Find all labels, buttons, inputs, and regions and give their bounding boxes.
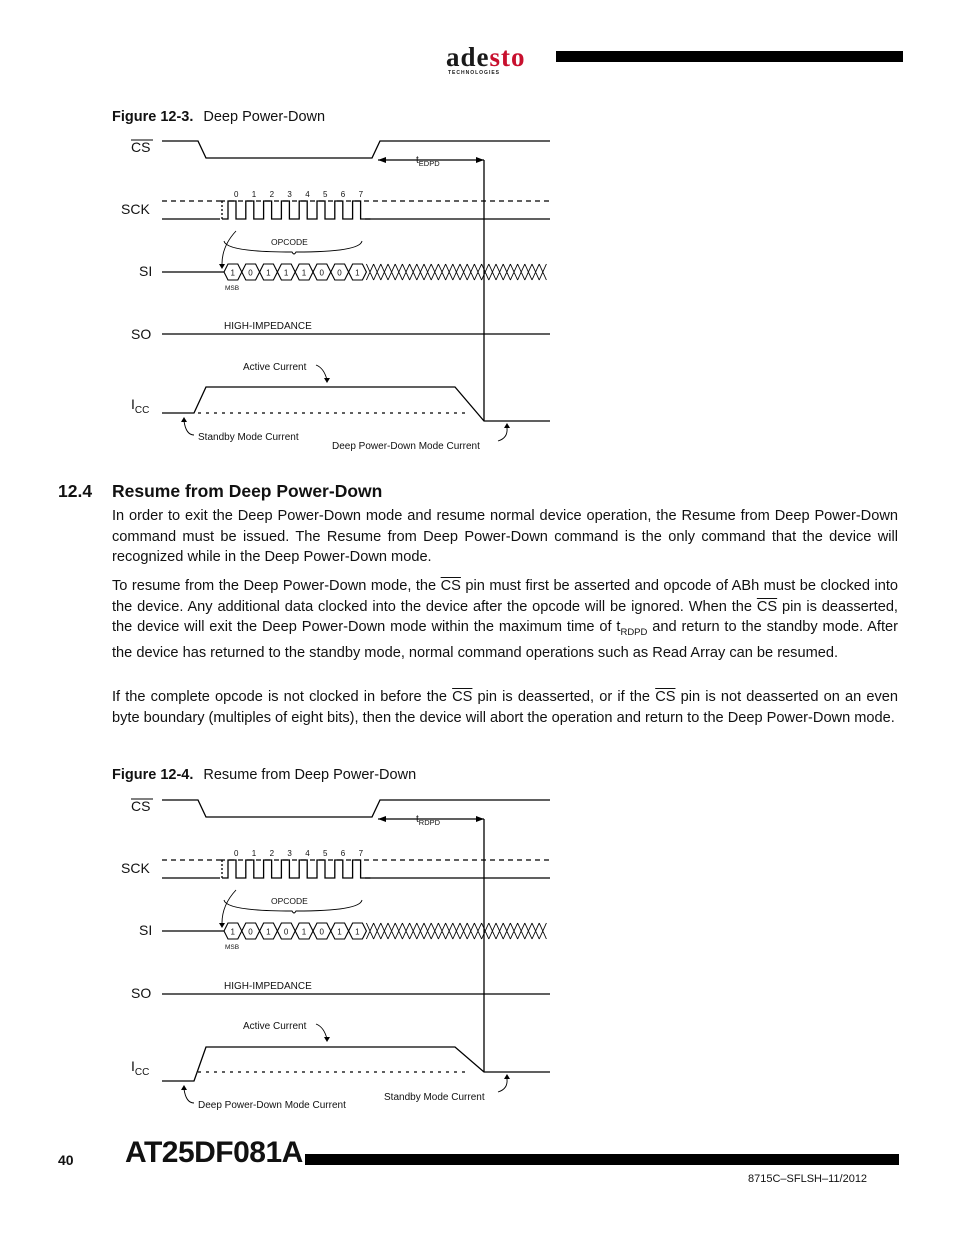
sck-clock-pulses [222,201,370,219]
dont-care-hatch [366,923,546,939]
cs-waveform [162,800,550,817]
cs-overline: $\overline{CS}$ [655,689,676,705]
clock-number-labels [234,190,364,199]
clock-number: 7 [358,190,364,199]
icc-waveform [162,387,550,421]
logo-text-main: ade [446,42,490,72]
clock-number: 5 [323,849,328,858]
clock-number: 3 [287,190,292,199]
bit-value: 1 [355,268,360,278]
bit-value: 1 [355,927,360,937]
paragraph-2: To resume from the Deep Power-Down mode, the $\overline{CS}$ pin must first be asserted and opcode of ABh must be clocked into the device. Any additional data clocked into the device after the opcode will be ignored. When the $\overline{CS}$ pin is deasserted, the device will exit the Deep Power-Down mode within the maximum time of $t_{RDPD}$ and return to the standby mode. After the device has returned to the standby mode, normal command operations such as Read Array can be resumed. [112,578,898,662]
clock-number: 1 [251,849,257,858]
paragraph-1: In order to exit the Deep Power-Down mode and resume normal device operation, the Resume from Deep Power-Down command must be issued. The Resume from Deep Power-Down command is the only command that the device will recognized while in the Deep Power-Down mode. [112,508,898,565]
bit-value: 0 [319,268,324,278]
clock-number-labels [234,849,364,858]
opcode-label: OPCODE [271,896,308,906]
figure2-caption [112,767,416,783]
page-number: 40 [58,1152,74,1168]
icc-label: $I_{CC}$ [131,396,150,416]
clock-number: 2 [269,190,275,199]
sck-pulse-train [222,860,370,878]
footer-bar [305,1154,899,1165]
sck-pulse-train [222,201,370,219]
bit-value: 0 [248,268,253,278]
bit-value: 1 [230,927,235,937]
paragraph-3: If the complete opcode is not clocked in before the $\overline{CS}$ pin is deasserted, or if the $\overline{CS}$ pin is not deasserted on an even byte boundary (multiples of eight bits), then the device will abort the operation and return to the Deep Power-Down mode. [112,689,899,726]
clock-number: 1 [251,190,257,199]
bit-value: 1 [301,927,307,937]
si-bit-cells [224,264,366,280]
dont-care-hatch [366,264,546,280]
clock-number: 2 [269,849,275,858]
logo-subtitle: TECHNOLOGIES [448,70,501,76]
company-logo [446,42,526,73]
left-current-label: Standby Mode Current [198,432,299,443]
msb-label: MSB [225,285,240,292]
sck-label: SCK [121,860,150,876]
clock-number: 0 [234,849,239,858]
figure2-timing-diagram [0,787,954,1117]
header-bar [556,51,903,62]
clock-number: 5 [323,190,328,199]
figure1-title: Deep Power-Down [203,109,326,125]
cs-label: CS [131,798,151,814]
opcode-label: OPCODE [271,237,308,247]
logo-text-accent: sto [489,42,526,72]
bit-value: 1 [337,927,342,937]
so-label: SO [131,985,152,1001]
active-current-label: Active Current [243,1021,307,1032]
timing-label: $t_{EDPD}$ [416,155,440,168]
bit-value: 0 [337,268,342,278]
clock-number: 4 [305,190,310,199]
bit-value: 1 [230,268,235,278]
active-current-label: Active Current [243,362,307,373]
high-impedance-label: HIGH-IMPEDANCE [224,981,312,992]
si-dont-care [366,264,546,280]
cs-overline: $\overline{CS}$ [756,598,778,615]
left-current-label: Deep Power-Down Mode Current [198,1100,346,1111]
bit-value: 0 [319,927,324,937]
figure1-caption [112,109,325,125]
figure2-title: Resume from Deep Power-Down [203,767,417,783]
bit-value: 0 [248,927,253,937]
bit-value: 1 [266,268,271,278]
high-impedance-label: HIGH-IMPEDANCE [224,321,312,332]
si-label: SI [139,263,153,279]
cs-waveform [162,141,550,158]
figure1-timing-diagram [0,128,954,468]
document-code: 8715C–SFLSH–11/2012 [748,1173,868,1185]
clock-number: 6 [340,849,346,858]
document-title: AT25DF081A [125,1136,303,1169]
right-current-label: Standby Mode Current [384,1092,485,1103]
right-current-label: Deep Power-Down Mode Current [332,441,480,452]
figure1-label: Figure 12-3. [112,109,194,125]
clock-number: 7 [358,849,364,858]
timing-label: $t_{RDPD}$ [416,814,441,827]
cs-label: CS [131,139,151,155]
si-dont-care [366,923,546,939]
clock-number: 0 [234,190,239,199]
cs-overline: $\overline{CS}$ [452,689,473,705]
section-number: 12.4 [58,481,93,501]
sck-clock-pulses [222,860,370,878]
figure2-label: Figure 12-4. [112,767,194,783]
clock-number: 4 [305,849,310,858]
clock-number: 3 [287,849,292,858]
si-bit-cells [224,923,366,939]
clock-number: 6 [340,190,346,199]
so-label: SO [131,326,152,342]
bit-value: 1 [301,268,307,278]
si-label: SI [139,922,153,938]
section-title: Resume from Deep Power-Down [112,481,383,501]
icc-label: $I_{CC}$ [131,1058,150,1078]
section-heading [58,481,382,502]
icc-waveform [162,1047,550,1081]
sck-label: SCK [121,201,150,217]
msb-label: MSB [225,944,240,951]
cs-overline: $\overline{CS}$ [440,578,461,594]
bit-value: 1 [266,927,271,937]
bit-value: 0 [283,927,289,937]
bit-value: 1 [283,268,289,278]
